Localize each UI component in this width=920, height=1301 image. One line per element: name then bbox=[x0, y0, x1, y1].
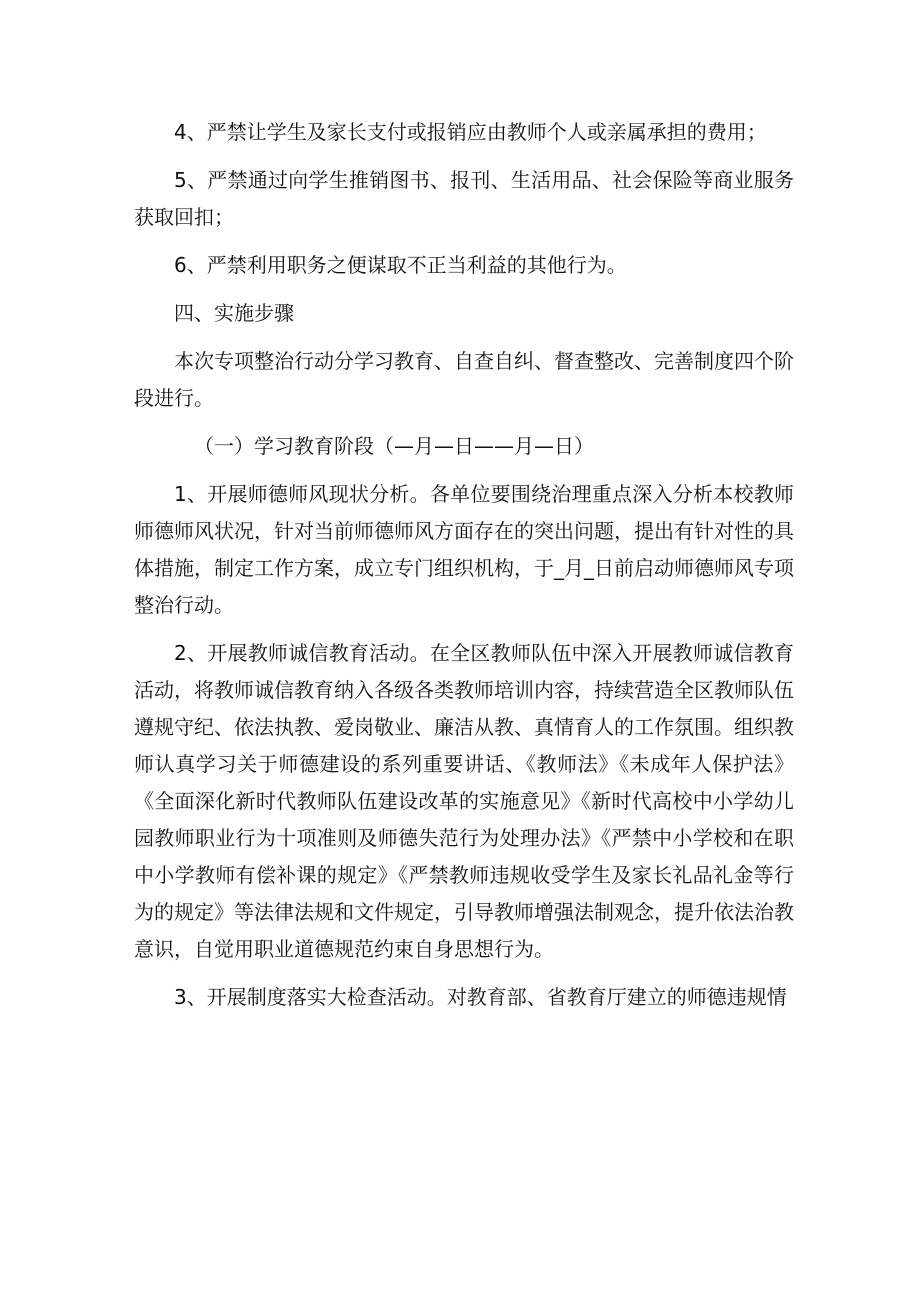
paragraph-step-1: 1、开展师德师风现状分析。各单位要围绕治理重点深入分析本校教师师德师风状况，针对当前师德师风方面存在的突出问题，提出有针对性的具体措施，制定工作方案，成立专门组织机构，于_月_日前启动师德师风专项整治行动。 bbox=[134, 482, 794, 617]
section-heading-implementation-steps: 四、实施步骤 bbox=[174, 301, 294, 325]
paragraph-step-3: 3、开展制度落实大检查活动。对教育部、省教育厅建立的师德违规情 bbox=[174, 985, 787, 1009]
paragraph-stages-intro: 本次专项整治行动分学习教育、自查自纠、督查整改、完善制度四个阶段进行。 bbox=[134, 349, 794, 410]
subheading-study-education-stage: （一）学习教育阶段（—月—日——月—日） bbox=[194, 434, 594, 458]
paragraph-rule-4: 4、严禁让学生及家长支付或报销应由教师个人或亲属承担的费用； bbox=[174, 120, 767, 144]
paragraph-rule-5: 5、严禁通过向学生推销图书、报刊、生活用品、社会保险等商业服务获取回扣； bbox=[134, 168, 794, 229]
paragraph-step-2: 2、开展教师诚信教育活动。在全区教师队伍中深入开展教师诚信教育活动，将教师诚信教育纳入各级各类教师培训内容，持续营造全区教师队伍遵规守纪、依法执教、爱岗敬业、廉洁从教、真情育人的工作氛围。组织教师认真学习关于师德建设的系列重要讲话、《教师法》《未成年人保护法》《全面深化新时代教师队伍建设改革的实施意见》《新时代高校中小学幼儿园教师职业行为十项准则及师德失范行为处理办法》《严禁中小学校和在职中小学教师有偿补课的规定》《严禁教师违规收受学生及家长礼品礼金等行为的规定》等法律法规和文件规定，引导教师增强法制观念，提升依法治教意识，自觉用职业道德规范约束自身思想行为。 bbox=[134, 641, 794, 961]
document-body bbox=[134, 114, 794, 1027]
paragraph-rule-6: 6、严禁利用职务之便谋取不正当利益的其他行为。 bbox=[174, 253, 627, 277]
